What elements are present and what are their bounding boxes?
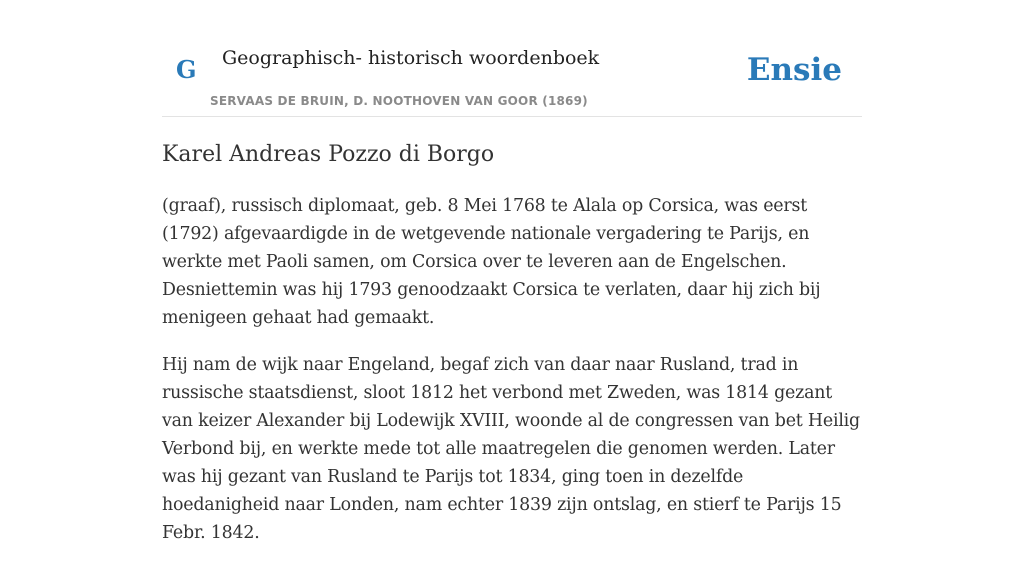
entry-paragraph: (graaf), russisch diplomaat, geb. 8 Mei 1768 te Alala op Corsica, was eerst (1792) afgevaardigde in de wetgevende nationale vergadering te Parijs, en werkte met Paoli samen, om Corsica over te leveren aan de Engelschen. Desniettemin was hij 1793 genoodzaakt Corsica te verlaten, daar hij zich bij menigeen gehaat had gemaakt. <box>162 196 821 328</box>
entry-paragraph: Hij nam de wijk naar Engeland, begaf zich van daar naar Rusland, trad in russische staatsdienst, sloot 1812 het verbond met Zweden, was 1814 gezant van keizer Alexander bij Lodewijk XVIII, woonde al de congressen van bet Heilig Verbond bij, en werkte mede tot alle maatregelen die genomen werden. Later was hij gezant van Rusland te Parijs tot 1834, ging toen in dezelfde hoedanigheid naar Londen, nam echter 1839 zijn ontslag, en stierf te Parijs 15 Febr. 1842. <box>162 355 860 543</box>
book-authors: SERVAAS DE BRUIN, D. NOOTHOVEN VAN GOOR (1869) <box>210 94 588 108</box>
header <box>162 0 862 117</box>
book-title[interactable]: Geographisch- historisch woordenboek <box>222 47 600 69</box>
entry-title: Karel Andreas Pozzo di Borgo <box>162 142 495 167</box>
ensie-logo[interactable]: Ensie <box>746 52 842 88</box>
entry-content <box>162 192 860 566</box>
book-initial-icon[interactable]: G <box>176 55 197 84</box>
